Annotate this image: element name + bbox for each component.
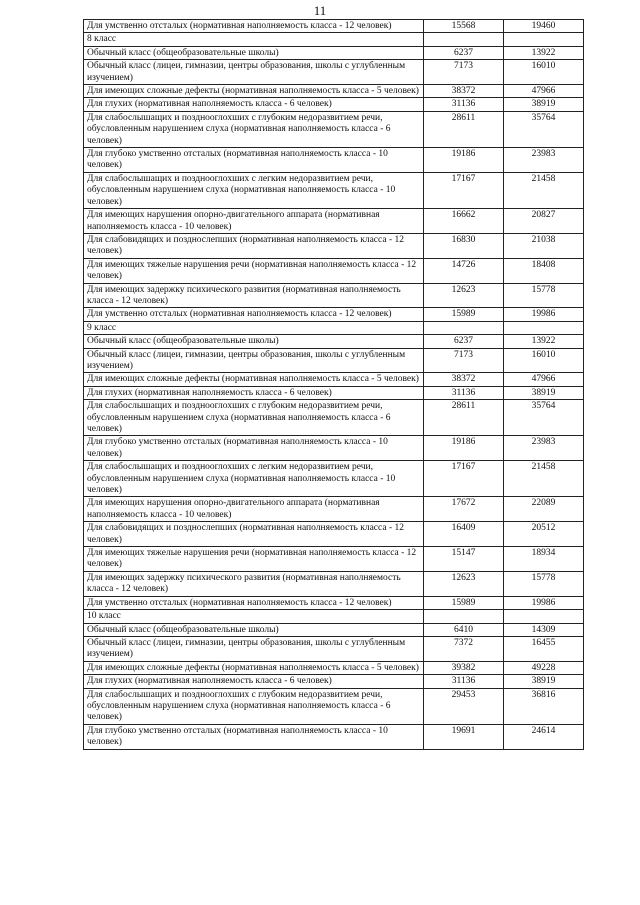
row-label-cell: 9 класс (84, 321, 424, 334)
value-cell-1: 28611 (424, 400, 504, 436)
table-row (84, 636, 584, 661)
value-cell-1: 39382 (424, 661, 504, 674)
table-row (84, 85, 584, 98)
value-cell-2: 13922 (504, 335, 584, 348)
row-label-cell: Для глухих (нормативная наполняемость класса - 6 человек) (84, 675, 424, 688)
value-cell-2: 21038 (504, 233, 584, 258)
row-label-cell: Для имеющих задержку психического развития (нормативная наполняемость класса - 12 человек) (84, 571, 424, 596)
row-label-cell: Для имеющих сложные дефекты (нормативная наполняемость класса - 5 человек) (84, 661, 424, 674)
row-label-cell: Для слабослышащих и позднооглохших с глубоким недоразвитием речи, обусловленным нарушением слуха (нормативная наполняемость класса - 6 человек) (84, 400, 424, 436)
row-label-cell: Для имеющих нарушения опорно-двигательного аппарата (нормативная наполняемость класса - 10 человек) (84, 497, 424, 522)
value-cell-1: 19186 (424, 436, 504, 461)
value-cell-2: 49228 (504, 661, 584, 674)
value-cell-1: 7173 (424, 60, 504, 85)
table-row (84, 233, 584, 258)
row-label-cell: 8 класс (84, 33, 424, 46)
value-cell-1: 6237 (424, 335, 504, 348)
table-row (84, 688, 584, 724)
table-row (84, 373, 584, 386)
value-cell-1: 29453 (424, 688, 504, 724)
value-cell-1: 19186 (424, 148, 504, 173)
row-label-cell: Обычный класс (общеобразовательные школы) (84, 335, 424, 348)
value-cell-1: 38372 (424, 373, 504, 386)
value-cell-2: 18408 (504, 258, 584, 283)
value-cell-1: 14726 (424, 258, 504, 283)
row-label-cell: Для слабослышащих и позднооглохших с глубоким недоразвитием речи, обусловленным нарушением слуха (нормативная наполняемость класса - 6 человек) (84, 111, 424, 147)
table-row (84, 596, 584, 609)
value-cell-2: 20827 (504, 209, 584, 234)
value-cell-2: 47966 (504, 85, 584, 98)
value-cell-1: 31136 (424, 675, 504, 688)
table-row (84, 308, 584, 321)
row-label-cell: Для глубоко умственно отсталых (нормативная наполняемость класса - 10 человек) (84, 436, 424, 461)
value-cell-2: 16010 (504, 60, 584, 85)
value-cell-2: 38919 (504, 386, 584, 399)
value-cell-2: 16010 (504, 348, 584, 373)
row-label-cell: Обычный класс (общеобразовательные школы) (84, 623, 424, 636)
table-row (84, 98, 584, 111)
table-row (84, 436, 584, 461)
value-cell-2: 19986 (504, 596, 584, 609)
row-label-cell: Обычный класс (лицеи, гимназии, центры образования, школы с углубленным изучением) (84, 60, 424, 85)
row-label-cell: Для имеющих тяжелые нарушения речи (нормативная наполняемость класса - 12 человек) (84, 547, 424, 572)
table-row (84, 661, 584, 674)
table-row (84, 60, 584, 85)
value-cell-1: 15989 (424, 308, 504, 321)
value-cell-1: 38372 (424, 85, 504, 98)
row-label-cell: Для слабовидящих и позднослепших (нормативная наполняемость класса - 12 человек) (84, 233, 424, 258)
value-cell-2 (504, 610, 584, 623)
value-cell-2 (504, 321, 584, 334)
row-label-cell: Для имеющих сложные дефекты (нормативная наполняемость класса - 5 человек) (84, 85, 424, 98)
table-row (84, 283, 584, 308)
table-row (84, 386, 584, 399)
row-label-cell: Для глухих (нормативная наполняемость класса - 6 человек) (84, 386, 424, 399)
table-row (84, 335, 584, 348)
value-cell-1: 16409 (424, 522, 504, 547)
page-number: 11 (313, 3, 327, 18)
value-cell-1: 6237 (424, 46, 504, 59)
value-cell-2: 36816 (504, 688, 584, 724)
table-row (84, 172, 584, 208)
value-cell-2: 18934 (504, 547, 584, 572)
value-cell-1: 15147 (424, 547, 504, 572)
value-cell-2: 38919 (504, 675, 584, 688)
row-label-cell: Для имеющих тяжелые нарушения речи (нормативная наполняемость класса - 12 человек) (84, 258, 424, 283)
table-row (84, 111, 584, 147)
value-cell-2: 24614 (504, 724, 584, 749)
value-cell-1: 28611 (424, 111, 504, 147)
row-label-cell: Для имеющих сложные дефекты (нормативная наполняемость класса - 5 человек) (84, 373, 424, 386)
table-row (84, 148, 584, 173)
value-cell-1: 15568 (424, 20, 504, 33)
value-cell-1 (424, 610, 504, 623)
row-label-cell: 10 класс (84, 610, 424, 623)
row-label-cell: Для глухих (нормативная наполняемость класса - 6 человек) (84, 98, 424, 111)
value-cell-2: 14309 (504, 623, 584, 636)
table-row (84, 571, 584, 596)
value-cell-1: 17167 (424, 172, 504, 208)
value-cell-2: 38919 (504, 98, 584, 111)
row-label-cell: Обычный класс (общеобразовательные школы) (84, 46, 424, 59)
row-label-cell: Для имеющих нарушения опорно-двигательного аппарата (нормативная наполняемость класса - 10 человек) (84, 209, 424, 234)
value-cell-1: 31136 (424, 98, 504, 111)
table-row (84, 20, 584, 33)
value-cell-2: 23983 (504, 436, 584, 461)
row-label-cell: Для имеющих задержку психического развития (нормативная наполняемость класса - 12 человек) (84, 283, 424, 308)
row-label-cell: Обычный класс (лицеи, гимназии, центры образования, школы с углубленным изучением) (84, 348, 424, 373)
value-cell-2: 15778 (504, 571, 584, 596)
table-row (84, 400, 584, 436)
row-label-cell: Для слабослышащих и позднооглохших с глубоким недоразвитием речи, обусловленным нарушением слуха (нормативная наполняемость класса - 6 человек) (84, 688, 424, 724)
table-row (84, 610, 584, 623)
value-cell-2: 35764 (504, 400, 584, 436)
table-row (84, 258, 584, 283)
value-cell-2: 22089 (504, 497, 584, 522)
row-label-cell: Для слабослышащих и позднооглохших с легким недоразвитием речи, обусловленным нарушением слуха (нормативная наполняемость класса - 10 человек) (84, 461, 424, 497)
table-row (84, 209, 584, 234)
table-row (84, 33, 584, 46)
value-cell-2: 35764 (504, 111, 584, 147)
table-row (84, 321, 584, 334)
value-cell-1: 15989 (424, 596, 504, 609)
value-cell-1: 12623 (424, 571, 504, 596)
row-label-cell: Для глубоко умственно отсталых (нормативная наполняемость класса - 10 человек) (84, 148, 424, 173)
table-row (84, 497, 584, 522)
value-cell-2: 47966 (504, 373, 584, 386)
value-cell-1 (424, 321, 504, 334)
table-body (84, 20, 584, 750)
table-row (84, 623, 584, 636)
value-cell-2: 21458 (504, 461, 584, 497)
row-label-cell: Для умственно отсталых (нормативная наполняемость класса - 12 человек) (84, 596, 424, 609)
value-cell-1: 16830 (424, 233, 504, 258)
cost-table (83, 19, 584, 750)
value-cell-1: 31136 (424, 386, 504, 399)
row-label-cell: Обычный класс (лицеи, гимназии, центры образования, школы с углубленным изучением) (84, 636, 424, 661)
value-cell-2: 13922 (504, 46, 584, 59)
value-cell-2: 15778 (504, 283, 584, 308)
value-cell-2: 19986 (504, 308, 584, 321)
table-row (84, 724, 584, 749)
value-cell-1: 19691 (424, 724, 504, 749)
value-cell-1: 7372 (424, 636, 504, 661)
value-cell-2: 20512 (504, 522, 584, 547)
table-row (84, 522, 584, 547)
table-row (84, 348, 584, 373)
row-label-cell: Для умственно отсталых (нормативная наполняемость класса - 12 человек) (84, 308, 424, 321)
row-label-cell: Для слабовидящих и позднослепших (нормативная наполняемость класса - 12 человек) (84, 522, 424, 547)
row-label-cell: Для слабослышащих и позднооглохших с легким недоразвитием речи, обусловленным нарушением слуха (нормативная наполняемость класса - 10 человек) (84, 172, 424, 208)
value-cell-1: 16662 (424, 209, 504, 234)
table-row (84, 547, 584, 572)
table-row (84, 675, 584, 688)
row-label-cell: Для глубоко умственно отсталых (нормативная наполняемость класса - 10 человек) (84, 724, 424, 749)
value-cell-2: 21458 (504, 172, 584, 208)
value-cell-1: 17672 (424, 497, 504, 522)
value-cell-2: 19460 (504, 20, 584, 33)
table-row (84, 461, 584, 497)
value-cell-2: 16455 (504, 636, 584, 661)
value-cell-2: 23983 (504, 148, 584, 173)
value-cell-1: 6410 (424, 623, 504, 636)
value-cell-1: 17167 (424, 461, 504, 497)
row-label-cell: Для умственно отсталых (нормативная наполняемость класса - 12 человек) (84, 20, 424, 33)
value-cell-1: 12623 (424, 283, 504, 308)
value-cell-1 (424, 33, 504, 46)
table-row (84, 46, 584, 59)
value-cell-2 (504, 33, 584, 46)
value-cell-1: 7173 (424, 348, 504, 373)
